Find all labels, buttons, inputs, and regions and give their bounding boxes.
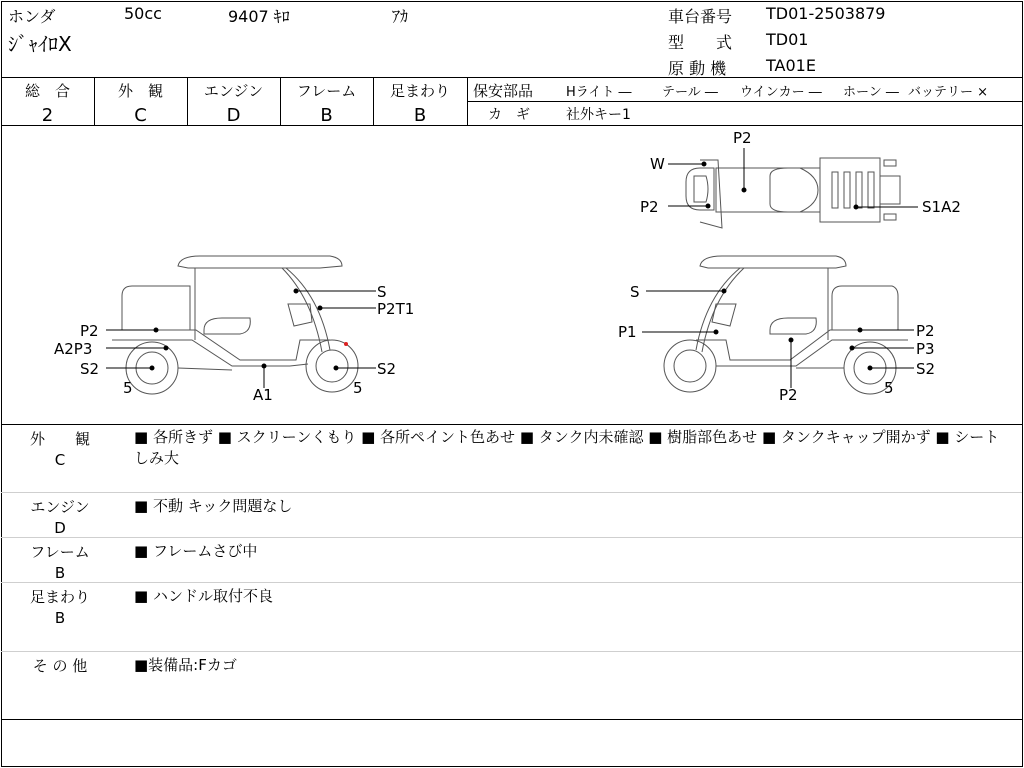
grade-frame-label: フレーム	[296, 82, 357, 100]
grade-engine	[187, 78, 280, 126]
remark-other-text: ■装備品:Fカゴ	[134, 656, 237, 674]
type-value: TD01	[766, 30, 809, 49]
safety-item-name: テール	[662, 85, 701, 100]
label-left-a2p3: A2P3	[54, 340, 93, 358]
remark-grade: B	[54, 564, 66, 582]
grade-suspension-value: B	[413, 105, 427, 126]
label-right-p3: P3	[916, 340, 935, 358]
label-right-p2a: P2	[916, 322, 935, 340]
label-left-5a: 5	[123, 379, 133, 397]
safety-item-name: ホーン	[843, 85, 882, 100]
engine-label: 原 動 機	[668, 59, 727, 78]
remark-label-text: 外 観	[29, 430, 90, 448]
grade-frame	[280, 78, 373, 126]
safety-item-horn	[843, 81, 899, 100]
safety-item-status: ―	[885, 85, 899, 100]
displacement: 50cc	[124, 4, 162, 23]
engine-value: TA01E	[766, 56, 816, 75]
label-top-p2b: P2	[640, 198, 659, 216]
safety-item-name: ウインカー	[740, 85, 805, 100]
label-left-5b: 5	[353, 379, 363, 397]
scooter-right-view	[664, 256, 910, 394]
remark-label-text: エンジン	[30, 498, 90, 516]
remark-label-text: そ の 他	[32, 657, 88, 675]
remark-frame-label	[10, 541, 110, 582]
key-value: 社外キー1	[566, 107, 631, 123]
mileage: 9407 ｷﾛ	[228, 7, 290, 26]
safety-item-status: ―	[704, 85, 718, 100]
label-left-p2t1: P2T1	[377, 300, 415, 318]
grade-frame-value: B	[320, 105, 333, 126]
remark-label-text: 足まわり	[29, 588, 90, 606]
grade-overall-value: 2	[41, 105, 54, 126]
label-top-w: W	[650, 155, 665, 173]
color-code: ｱｶ	[392, 7, 409, 26]
grade-engine-value: D	[226, 105, 241, 126]
label-right-s: S	[630, 283, 640, 301]
label-left-a1: A1	[253, 386, 273, 404]
safety-item-name: Hライト	[566, 85, 615, 100]
label-left-s2a: S2	[80, 360, 100, 378]
maker-name: ホンダ	[8, 7, 56, 26]
safety-item-tail	[662, 81, 718, 100]
safety-item-battery	[908, 81, 988, 100]
grade-suspension	[373, 78, 467, 126]
red-mark	[344, 342, 348, 346]
remark-exterior-text: ■ 各所きず ■ スクリーンくもり ■ 各所ペイント色あせ ■ タンク内未確認 ■ 樹脂部色あせ ■ タンクキャップ開かず ■ シートしみ大	[134, 428, 1000, 467]
damage-diagram	[0, 126, 1024, 426]
remark-grade: C	[54, 451, 66, 469]
remark-grade: B	[54, 609, 66, 627]
safety-item-status: ―	[808, 85, 822, 100]
safety-item-headlight	[566, 81, 632, 100]
safety-item-status: ―	[618, 85, 632, 100]
remark-grade: D	[54, 519, 66, 537]
grade-engine-label: エンジン	[203, 82, 264, 100]
remark-frame-text: ■ フレームさび中	[134, 542, 258, 560]
scooter-top-view	[686, 158, 900, 228]
key-label: カ ギ	[488, 107, 530, 123]
safety-item-status: ×	[977, 85, 989, 100]
remark-label-text: フレーム	[30, 543, 90, 561]
safety-item-winker	[740, 81, 822, 100]
label-top-s1a2: S1A2	[922, 198, 961, 216]
scooter-left-view	[110, 256, 358, 394]
grade-exterior-label: 外 観	[117, 82, 163, 100]
label-right-p2b: P2	[779, 386, 798, 404]
safety-item-name: バッテリー	[908, 85, 974, 100]
grade-suspension-label: 足まわり	[389, 82, 450, 100]
type-label: 型 式	[668, 33, 733, 52]
safety-label: 保安部品	[473, 82, 534, 100]
remark-engine-label	[10, 496, 110, 537]
grade-overall-label: 総 合	[24, 82, 70, 100]
remark-exterior-label	[10, 428, 110, 469]
grade-exterior-value: C	[134, 105, 147, 126]
label-right-p1: P1	[618, 323, 637, 341]
remark-suspension-text: ■ ハンドル取付不良	[134, 587, 273, 605]
remark-engine-text: ■ 不動 キック問題なし	[134, 497, 293, 515]
label-left-s: S	[377, 283, 387, 301]
remark-suspension-label	[10, 586, 110, 627]
label-top-p2a: P2	[733, 129, 752, 147]
grade-overall	[1, 78, 94, 126]
label-left-p2: P2	[80, 322, 99, 340]
chassis-value: TD01-2503879	[766, 4, 886, 23]
grade-exterior	[94, 78, 187, 126]
label-right-s2: S2	[916, 360, 936, 378]
label-right-5: 5	[884, 379, 894, 397]
chassis-label: 車台番号	[668, 7, 733, 26]
label-left-s2b: S2	[377, 360, 397, 378]
model-name: ｼﾞｬｲﾛX	[8, 32, 72, 56]
remark-other-label	[10, 655, 110, 676]
